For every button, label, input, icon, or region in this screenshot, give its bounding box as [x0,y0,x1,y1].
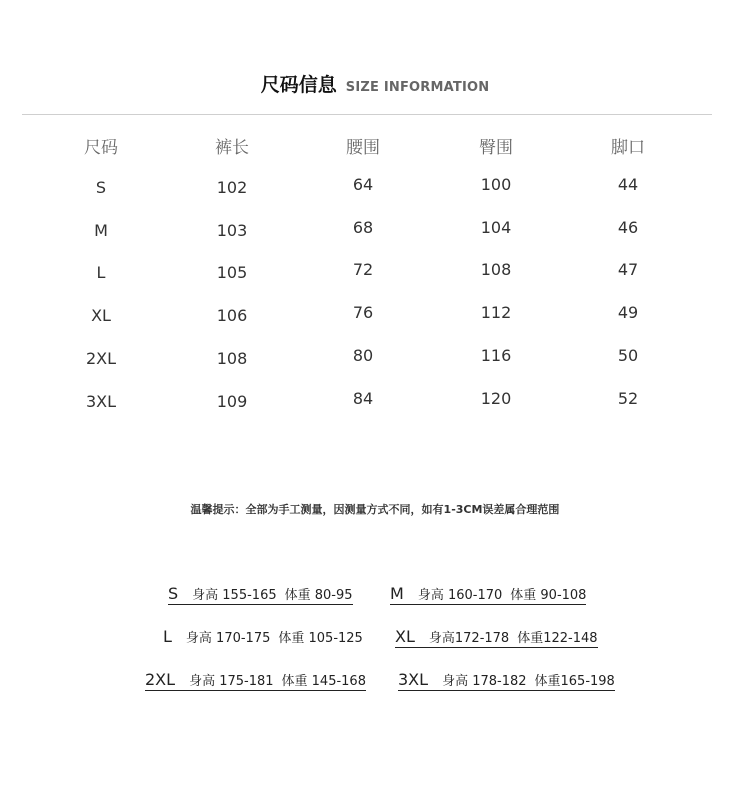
table-cell: 112 [480,303,512,322]
table-cell: 116 [480,346,512,365]
table-cell: 108 [480,260,512,279]
title-en: SIZE INFORMATION [345,80,490,95]
reference-height: 身高 170-175 [185,631,271,646]
title-divider [22,114,712,115]
reference-size: XL [395,627,415,646]
table-cell: 46 [617,218,639,237]
table-cell: 50 [617,346,639,365]
reference-height: 身高 160-170 [417,588,503,603]
table-cell: 84 [352,389,374,408]
size-reference-item [390,584,586,605]
size-reference-item [168,584,353,605]
page-title [0,70,750,97]
size-reference-item [163,627,363,646]
table-cell: XL [91,306,111,325]
reference-size: M [390,584,404,603]
table-cell: 100 [480,175,512,194]
column-header: 尺码 [84,138,118,158]
table-cell: 105 [216,263,248,282]
reference-weight: 体重165-198 [534,674,615,689]
table-cell: 44 [617,175,639,194]
title-cn: 尺码信息 [260,74,337,96]
reference-height: 身高172-178 [428,631,510,646]
reference-weight: 体重 145-168 [281,674,366,689]
measurement-tip: 温馨提示：全部为手工测量，因测量方式不同，如有1-3CM误差属合理范围 [190,503,560,516]
reference-weight: 体重 80-95 [284,588,353,603]
table-cell: 104 [480,218,512,237]
size-reference-item [398,670,615,691]
size-reference-item [395,627,598,648]
reference-weight: 体重 105-125 [278,631,363,646]
reference-size: L [163,627,172,646]
column-header: 腰围 [346,138,380,158]
table-cell: 2XL [85,349,117,368]
column-header: 脚口 [611,138,645,158]
reference-height: 身高 155-165 [192,588,277,603]
table-cell: 102 [216,178,248,197]
table-cell: 103 [216,221,248,240]
table-cell: 47 [617,260,639,279]
table-cell: 3XL [85,392,117,411]
column-header: 裤长 [215,138,249,158]
table-cell: 108 [216,349,248,368]
reference-size: 2XL [145,670,176,689]
table-cell: L [96,263,106,282]
reference-size: 3XL [398,670,429,689]
table-cell: 106 [216,306,248,325]
table-cell: 80 [352,346,374,365]
reference-height: 身高 175-181 [189,674,274,689]
table-cell: 76 [352,303,374,322]
reference-weight: 体重122-148 [517,631,598,646]
table-cell: 72 [352,260,374,279]
reference-size: S [168,584,179,603]
size-reference-item [145,670,366,691]
table-cell: 52 [617,389,639,408]
column-header: 臀围 [479,138,513,158]
table-cell: M [94,221,108,240]
table-cell: S [95,178,107,197]
table-cell: 120 [480,389,512,408]
table-cell: 109 [216,392,248,411]
reference-weight: 体重 90-108 [510,588,587,603]
table-cell: 64 [352,175,374,194]
table-cell: 49 [617,303,639,322]
table-cell: 68 [352,218,374,237]
reference-height: 身高 178-182 [442,674,527,689]
